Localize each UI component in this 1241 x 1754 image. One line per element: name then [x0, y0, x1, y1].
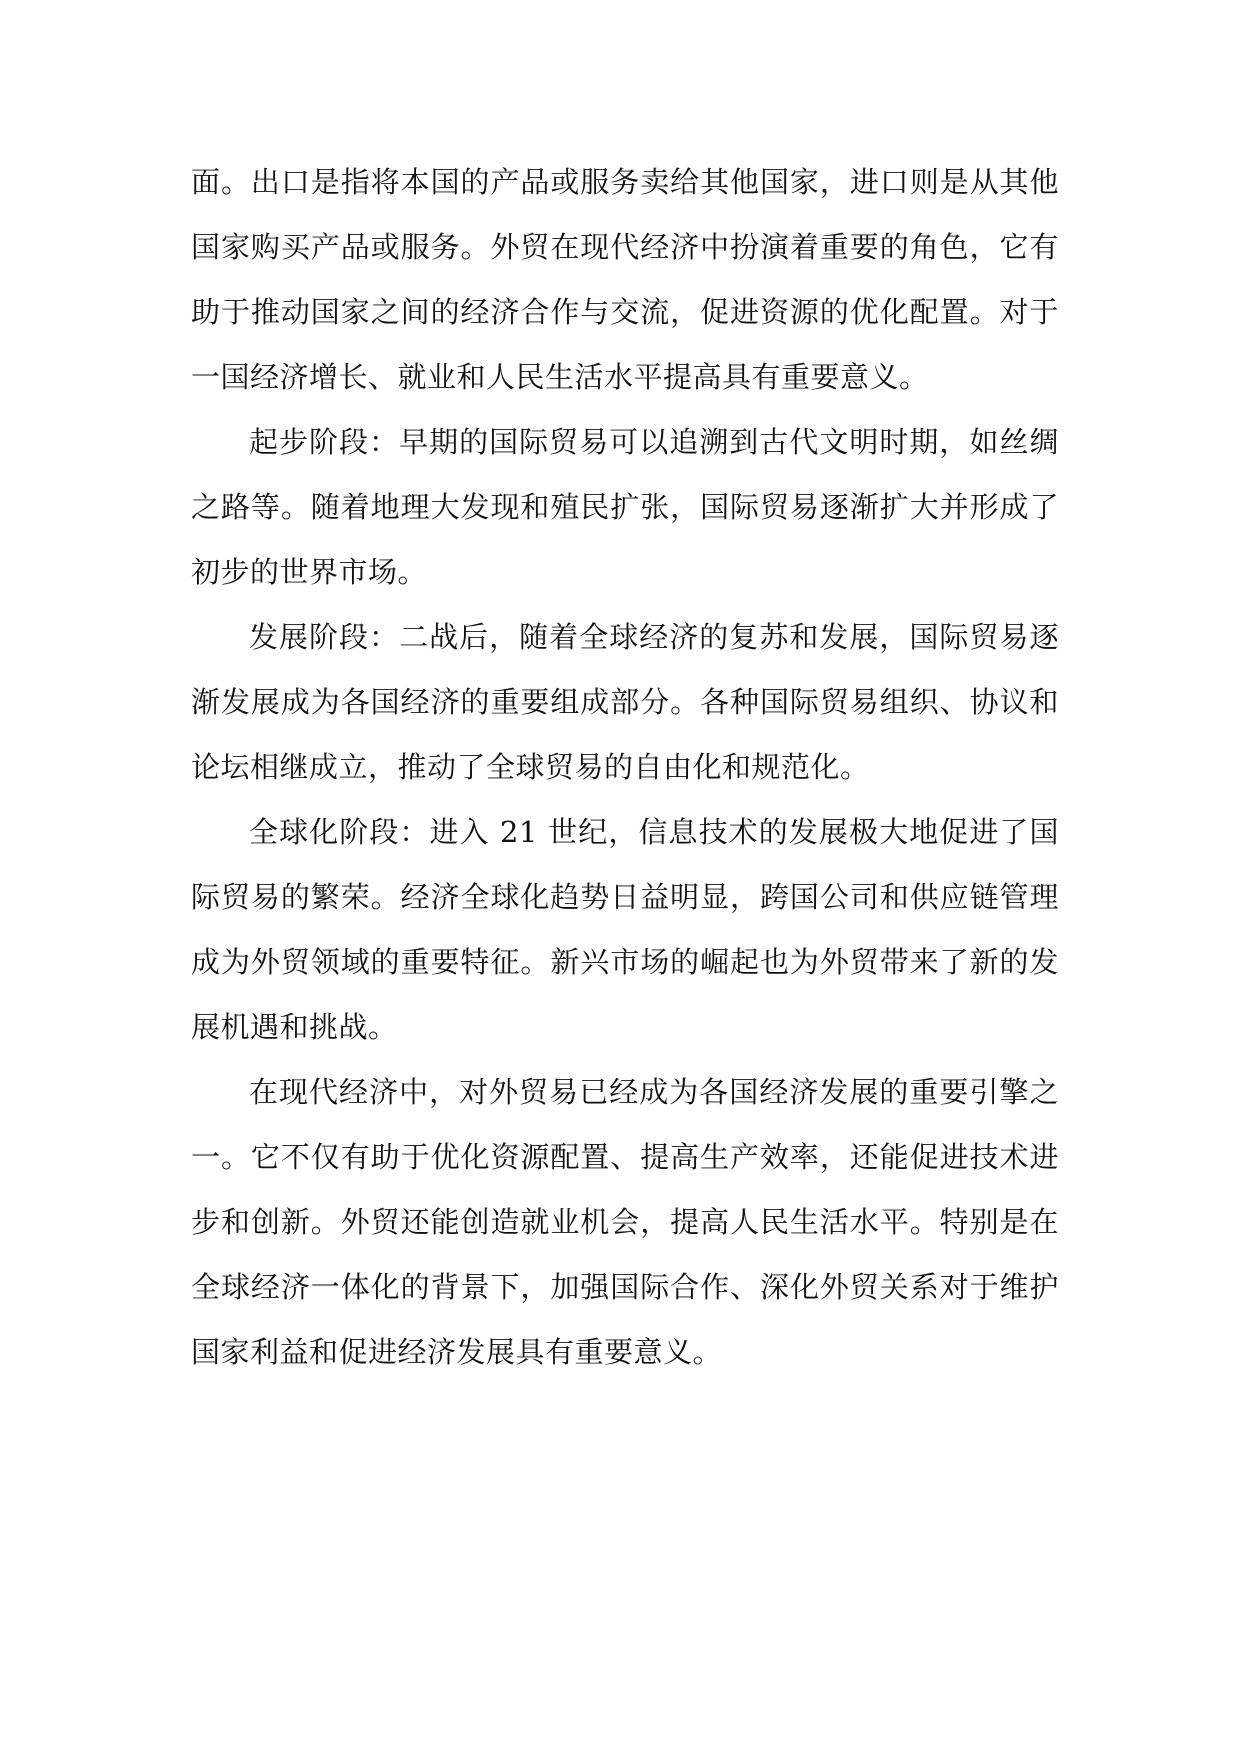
- paragraph-modern-economy: 在现代经济中，对外贸易已经成为各国经济发展的重要引擎之一。它不仅有助于优化资源配置、提高生产效率，还能促进技术进步和创新。外贸还能创造就业机会，提高人民生活水平。特别是在全球经济一体化的背景下，加强国际合作、深化外贸关系对于维护国家利益和促进经济发展具有重要意义。: [191, 1075, 1059, 1369]
- paragraph-globalization-stage: 全球化阶段：进入 21 世纪，信息技术的发展极大地促进了国际贸易的繁荣。经济全球化趋势日益明显，跨国公司和供应链管理成为外贸领域的重要特征。新兴市场的崛起也为外贸带来了新的发展机遇和挑战。: [191, 815, 1059, 1044]
- paragraph-early-stage: 起步阶段：早期的国际贸易可以追溯到古代文明时期，如丝绸之路等。随着地理大发现和殖民扩张，国际贸易逐渐扩大并形成了初步的世界市场。: [191, 425, 1059, 589]
- document-body: [191, 150, 1059, 1385]
- paragraph-development-stage: 发展阶段：二战后，随着全球经济的复苏和发展，国际贸易逐渐发展成为各国经济的重要组成部分。各种国际贸易组织、协议和论坛相继成立，推动了全球贸易的自由化和规范化。: [191, 620, 1059, 784]
- paragraph-export-import-definition: 面。出口是指将本国的产品或服务卖给其他国家，进口则是从其他国家购买产品或服务。外贸在现代经济中扮演着重要的角色，它有助于推动国家之间的经济合作与交流，促进资源的优化配置。对于一国经济增长、就业和人民生活水平提高具有重要意义。: [191, 165, 1059, 394]
